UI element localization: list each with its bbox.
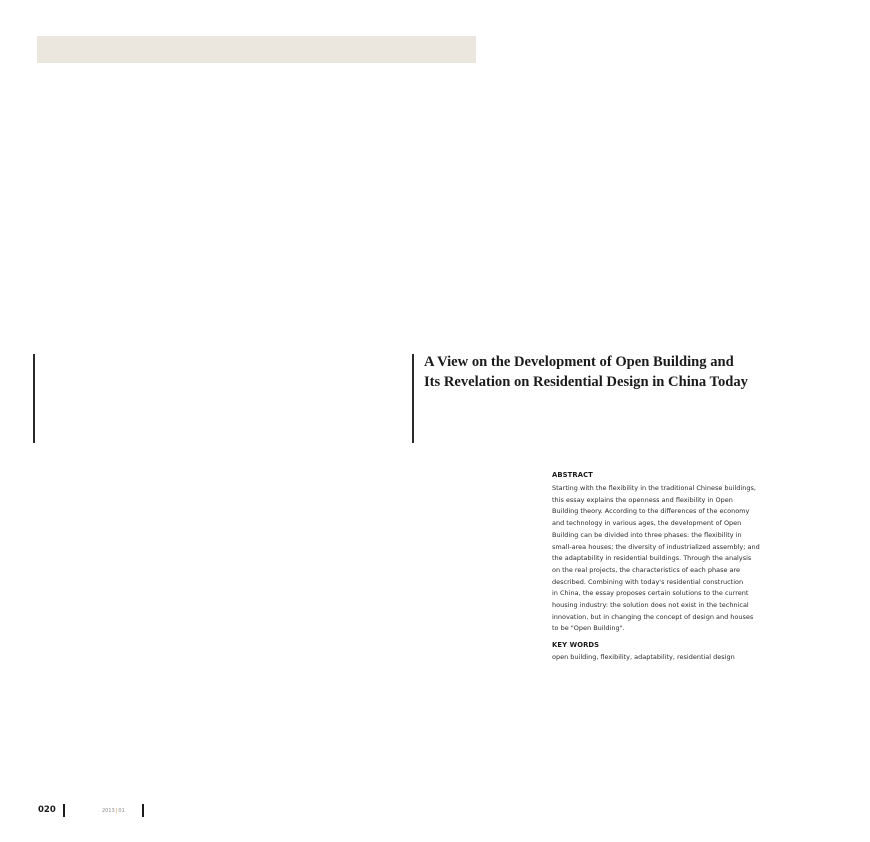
article-title [424, 352, 844, 392]
abstract-line: in China, the essay proposes certain solutions to the current [552, 589, 749, 598]
abstract-line: and technology in various ages, the development of Open [552, 519, 742, 528]
left-vertical-rule [33, 354, 35, 443]
abstract-line: Building theory. According to the differences of the economy [552, 507, 750, 516]
abstract-line: to be "Open Building". [552, 624, 625, 633]
title-line-1: A View on the Development of Open Building and [424, 354, 734, 370]
abstract-line: Starting with the flexibility in the traditional Chinese buildings, [552, 484, 756, 492]
keywords-heading: KEY WORDS [552, 641, 600, 650]
abstract-line: this essay explains the openness and flexibility in Open [552, 495, 733, 504]
abstract-line: on the real projects, the characteristics of each phase are [552, 565, 741, 574]
abstract-text [552, 483, 792, 635]
abstract-block [552, 471, 792, 663]
title-line-2: Its Revelation on Residential Design in China Today [424, 374, 748, 390]
abstract-line: small-area houses; the diversity of industrialized assembly; and [552, 542, 760, 551]
abstract-line: innovation, but in changing the concept of design and houses [552, 612, 754, 621]
header-band [37, 36, 476, 63]
issue-number: 01 [118, 808, 125, 814]
keywords-text: open building, flexibility, adaptability, residential design [552, 653, 735, 662]
abstract-line: described. Combining with today's residential construction [552, 577, 744, 586]
page-number: 020 [38, 805, 56, 815]
abstract-line: housing industry: the solution does not exist in the technical [552, 601, 749, 610]
issue-separator: | [115, 808, 118, 814]
issue-label [102, 808, 125, 814]
footer-divider [142, 804, 144, 817]
page-footer [38, 804, 178, 818]
title-vertical-rule [412, 354, 414, 443]
abstract-line: Building can be divided into three phases: the flexibility in [552, 530, 742, 539]
abstract-line: the adaptability in residential buildings. Through the analysis [552, 554, 752, 563]
footer-divider [63, 804, 65, 817]
abstract-heading: ABSTRACT [552, 471, 593, 479]
issue-year: 2013 [102, 808, 115, 814]
